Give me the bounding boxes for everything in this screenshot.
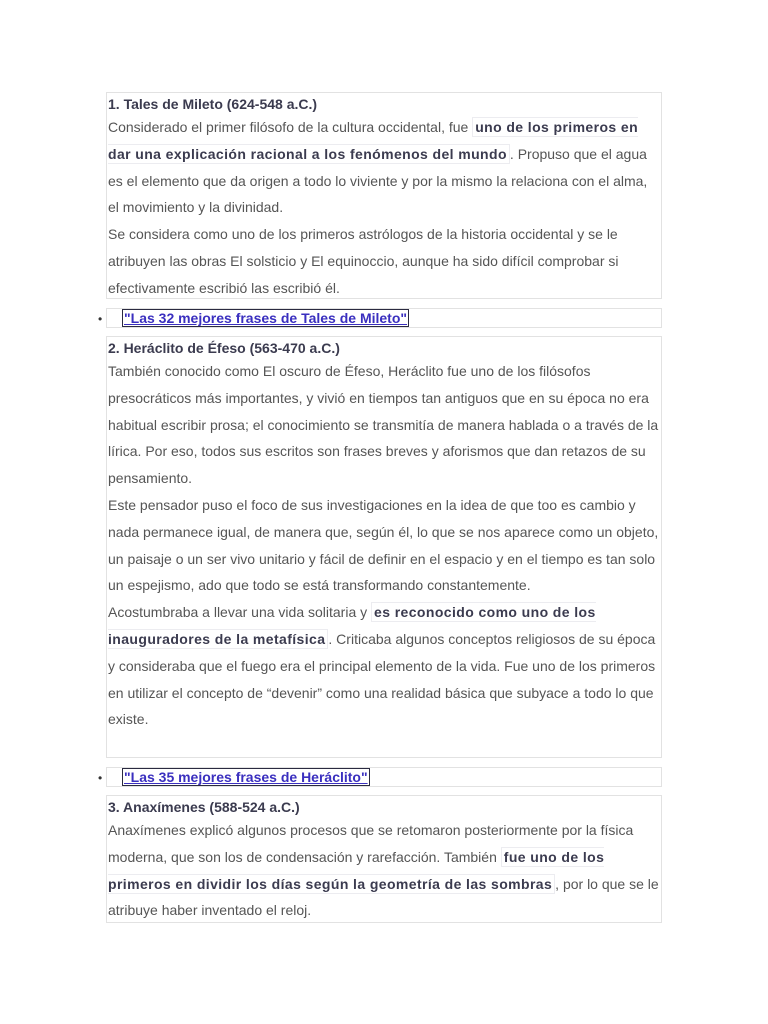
paragraph-text: Acostumbraba a llevar una vida solitaria y [108, 604, 372, 621]
section-paragraph [108, 599, 661, 733]
section-paragraph: Este pensador puso el foco de sus investigaciones en la idea de que too es cambio y nada permanece igual, de manera que, según él, lo que se nos aparece como un objeto, un paisaje o un ser vivo unitario y fácil de definir en el espacio y en el tiempo es tan solo un espejismo, ado que todo se está transformando constantemente. [108, 496, 659, 594]
paragraph-text: Anaxímenes explicó algunos procesos que se retomaron posteriormente por la física moderna, que son los de condensación y rarefacción. También [108, 822, 634, 865]
bullet-icon: • [98, 312, 103, 326]
section-heading: 3. Anaxímenes (588-524 a.C.) [108, 799, 300, 815]
highlighted-text: fue uno de los primeros en dividir los días según la geometría de las sombras [108, 848, 605, 892]
highlighted-text: es reconocido como uno de los inauguradores de la metafísica [108, 604, 596, 647]
highlighted-text: uno de los primeros en dar una explicación racional a los fenómenos del mundo [108, 119, 639, 162]
paragraph-text: . Propuso que el agua es el elemento que da origen a todo lo viviente y por la mismo la relaciona con el alma, el movimiento y la divinidad. [108, 145, 648, 216]
section-heading: 1. Tales de Mileto (624-548 a.C.) [108, 96, 318, 112]
related-link-tales[interactable]: "Las 32 mejores frases de Tales de Mileto" [124, 310, 408, 326]
related-link-row [106, 767, 662, 787]
section-tales [106, 92, 662, 299]
paragraph-text: , por lo que se le atribuye haber inventado el reloj. [108, 875, 659, 919]
section-paragraph: También conocido como El oscuro de Éfeso, Heráclito fue uno de los filósofos presocráticos más importantes, y vivió en tiempos tan antiguos que en su época no era habitual escribir prosa; el conocimiento se transmitía de manera hablada o a través de la lírica. Por eso, todos sus escritos son frases breves y aforismos que dan retazos de su pensamiento. [108, 363, 659, 487]
related-link-heraclito[interactable]: "Las 35 mejores frases de Heráclito" [124, 769, 368, 785]
bullet-icon: • [98, 771, 103, 785]
section-paragraph: Se considera como uno de los primeros astrólogos de la historia occidental y se le atribuyen las obras El solsticio y El equinoccio, aunque ha sido difícil comprobar si efectivamente escribió las escribió él. [108, 226, 619, 296]
related-link-row [106, 308, 662, 328]
paragraph-text: . Criticaba algunos conceptos religiosos de su época y consideraba que el fuego era el principal elemento de la vida. Fue uno de los primeros en utilizar el concepto de “devenir” como una realidad básica que subyace a todo lo que existe. [108, 630, 656, 728]
section-paragraph [108, 114, 661, 221]
section-heraclito [106, 336, 662, 758]
section-heading: 2. Heráclito de Éfeso (563-470 a.C.) [108, 340, 340, 356]
section-paragraph [108, 817, 661, 924]
paragraph-text: Considerado el primer filósofo de la cultura occidental, fue [108, 119, 473, 135]
section-anaximenes [106, 795, 662, 923]
